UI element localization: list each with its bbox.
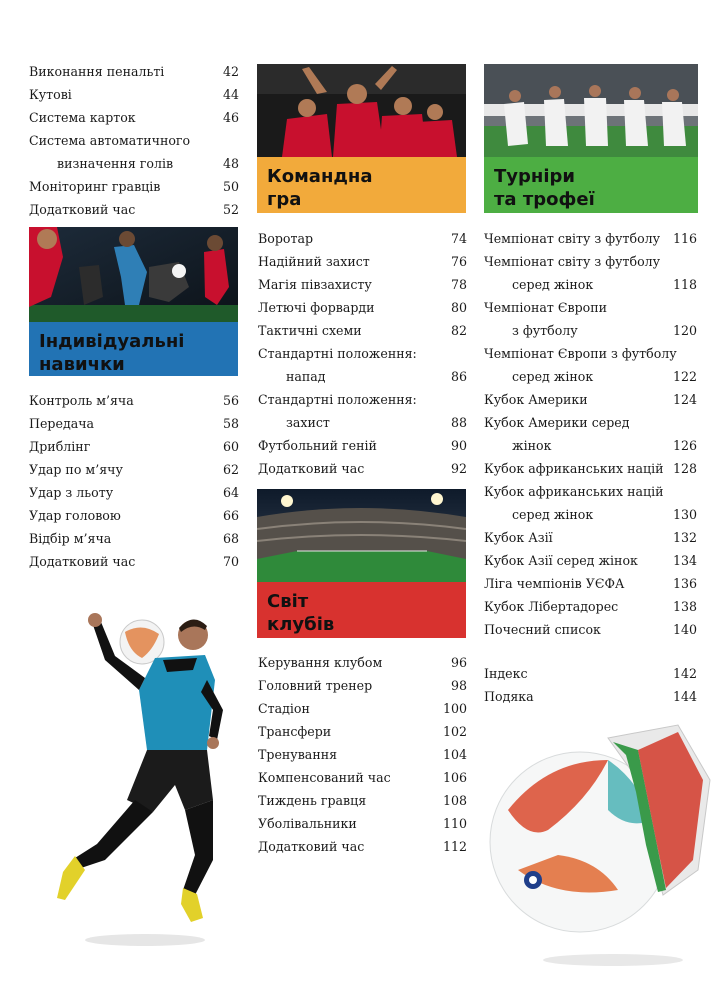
toc-entry[interactable]: Стадіон 100 (258, 701, 467, 716)
toc-entry[interactable]: Стандартні положення: (258, 346, 417, 361)
individual-skills-photo (29, 227, 238, 322)
toc-entry[interactable]: Тактичні схеми 82 (258, 323, 467, 338)
section-title: навички (39, 354, 125, 375)
toc-entry[interactable]: з футболу 120 (512, 323, 697, 338)
toc-entry[interactable]: Почесний список 140 (484, 622, 697, 637)
toc-entry[interactable]: Стандартні положення: (258, 392, 417, 407)
toc-team-list (258, 227, 467, 480)
toc-entry[interactable]: захист 88 (286, 415, 467, 430)
toc-entry[interactable]: Ліга чемпіонів УЄФА 136 (484, 576, 697, 591)
toc-entry[interactable]: визначення голів 48 (57, 156, 239, 171)
toc-entry[interactable]: Магія півзахисту 78 (258, 277, 467, 292)
section-title: Турніри (494, 166, 575, 187)
toc-entry[interactable]: Контроль м’яча 56 (29, 393, 239, 408)
toc-entry[interactable]: Кубок африканських націй 128 (484, 461, 697, 476)
toc-entry[interactable]: Кутові 44 (29, 87, 239, 102)
toc-entry[interactable]: серед жінок 118 (512, 277, 697, 292)
team-play-photo (257, 64, 466, 157)
toc-entry[interactable]: серед жінок 122 (512, 369, 697, 384)
toc-entry[interactable]: Чемпіонат світу з футболу 116 (484, 231, 697, 246)
section-banner-individual[interactable] (29, 322, 238, 376)
toc-individual-list (29, 389, 239, 573)
player-illustration (35, 600, 235, 950)
stadium-photo (257, 489, 466, 582)
toc-entry[interactable]: Система автоматичного (29, 133, 191, 148)
toc-entry[interactable]: Удар головою 66 (29, 508, 239, 523)
toc-entry[interactable]: Додатковий час 70 (29, 554, 239, 569)
section-title: Командна (267, 166, 373, 187)
toc-entry[interactable]: Компенсований час 106 (258, 770, 467, 785)
toc-entry[interactable]: Воротар 74 (258, 231, 467, 246)
section-title: Індивідуальні (39, 331, 185, 352)
toc-entry[interactable]: Кубок Азії серед жінок 134 (484, 553, 697, 568)
toc-entry[interactable]: Індекс 142 (484, 666, 697, 681)
toc-entry[interactable]: жінок 126 (512, 438, 697, 453)
toc-entry[interactable]: Додатковий час 52 (29, 202, 239, 217)
toc-entry[interactable]: Тренування 104 (258, 747, 467, 762)
toc-entry[interactable]: Тиждень гравця 108 (258, 793, 467, 808)
section-banner-tournaments[interactable] (484, 157, 698, 213)
toc-entry[interactable]: Летючі форварди 80 (258, 300, 467, 315)
ball-illustration (488, 720, 718, 970)
toc-entry[interactable]: Система карток 46 (29, 110, 239, 125)
section-title: клубів (267, 614, 335, 635)
toc-entry[interactable]: Дриблінг 60 (29, 439, 239, 454)
toc-entry[interactable]: Футбольний геній 90 (258, 438, 467, 453)
toc-end-list (484, 662, 697, 708)
toc-entry[interactable]: Чемпіонат Європи (484, 300, 608, 315)
toc-entry[interactable]: Чемпіонат світу з футболу (484, 254, 661, 269)
toc-entry[interactable]: Кубок Америки 124 (484, 392, 697, 407)
toc-entry[interactable]: Головний тренер 98 (258, 678, 467, 693)
toc-entry[interactable]: Керування клубом 96 (258, 655, 467, 670)
tournaments-photo (484, 64, 698, 157)
toc-tournaments-list (484, 227, 697, 641)
toc-clubs-list (258, 651, 467, 858)
toc-entry[interactable]: Додатковий час 92 (258, 461, 467, 476)
toc-entry[interactable]: Трансфери 102 (258, 724, 467, 739)
toc-entry[interactable]: Відбір м’яча 68 (29, 531, 239, 546)
toc-entry[interactable]: Кубок Азії 132 (484, 530, 697, 545)
toc-entry[interactable]: Кубок Лібертадорес 138 (484, 599, 697, 614)
toc-entry[interactable]: серед жінок 130 (512, 507, 697, 522)
toc-entry[interactable]: Передача 58 (29, 416, 239, 431)
toc-top-list (29, 60, 239, 221)
section-title: гра (267, 189, 302, 210)
toc-entry[interactable]: Надійний захист 76 (258, 254, 467, 269)
section-banner-clubs[interactable] (257, 582, 466, 638)
section-banner-team-play[interactable] (257, 157, 466, 213)
toc-entry[interactable]: Подяка 144 (484, 689, 697, 704)
toc-entry[interactable]: Моніторинг гравців 50 (29, 179, 239, 194)
section-title: та трофеї (494, 189, 595, 210)
toc-entry[interactable]: Додатковий час 112 (258, 839, 467, 854)
toc-entry[interactable]: Виконання пенальті 42 (29, 64, 239, 79)
toc-entry[interactable]: напад 86 (286, 369, 467, 384)
toc-entry[interactable]: Чемпіонат Європи з футболу (484, 346, 677, 361)
toc-entry[interactable]: Кубок африканських націй (484, 484, 664, 499)
toc-entry[interactable]: Кубок Америки серед (484, 415, 630, 430)
toc-entry[interactable]: Удар з льоту 64 (29, 485, 239, 500)
toc-entry[interactable]: Удар по м’ячу 62 (29, 462, 239, 477)
toc-entry[interactable]: Уболівальники 110 (258, 816, 467, 831)
section-title: Світ (267, 591, 309, 612)
